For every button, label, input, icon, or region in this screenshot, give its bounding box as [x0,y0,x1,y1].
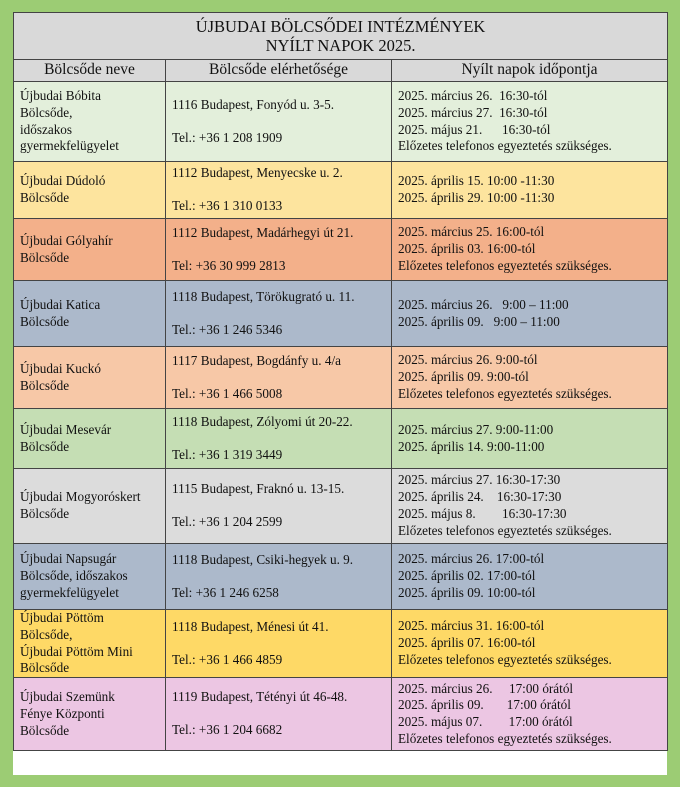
nursery-contact [166,544,392,610]
open-day-line: Előzetes telefonos egyeztetés szükséges. [398,522,612,538]
nursery-name-line: Újbudai Mesevár [20,421,112,437]
nursery-phone: Tel.: +36 1 246 5346 [172,321,283,337]
table-container [13,12,667,775]
open-day-line: 2025. április 24. 16:30-17:30 [398,489,562,505]
nursery-name-line: Újbudai Gólyahír [20,232,113,248]
open-day-dates [392,610,668,678]
open-day-dates [392,219,668,281]
nursery-address: 1112 Budapest, Menyecske u. 2. [172,165,343,181]
nursery-name-line: Újbudai Dúdoló [20,173,106,189]
column-header-contact: Bölcsőde elérhetősége [166,60,392,82]
nursery-name-line: időszakos [20,121,73,137]
nursery-name-line: Bölcsőde [20,438,70,454]
nursery-address: 1115 Budapest, Fraknó u. 13-15. [172,481,345,497]
open-day-line: 2025. március 27. 16:30-17:30 [398,472,561,488]
open-day-line: Előzetes telefonos egyeztetés szükséges. [398,730,612,746]
nursery-name-line: Újbudai Napsugár [20,551,117,567]
table-row [14,219,668,281]
nursery-name-line: Bölcsőde, [20,626,73,642]
nursery-name-line: Fénye Központi [20,705,105,721]
nursery-contact [166,347,392,409]
nursery-name-line: Bölcsőde, időszakos [20,568,128,584]
nursery-name [14,82,166,162]
open-day-line: 2025. április 14. 9:00-11:00 [398,438,545,454]
nursery-name [14,281,166,347]
nursery-name [14,409,166,469]
open-day-line: 2025. április 07. 16:00-tól [398,635,536,651]
table-row [14,610,668,678]
nursery-name-line: Újbudai Mogyoróskert [20,489,141,505]
nursery-name [14,469,166,544]
open-day-line: 2025. április 09. 9:00 – 11:00 [398,313,560,329]
nursery-address: 1118 Budapest, Csiki-hegyek u. 9. [172,551,354,567]
open-day-line: 2025. március 25. 16:00-tól [398,224,545,240]
nursery-name-line: Újbudai Kuckó [20,360,101,376]
open-day-line: 2025. április 09. 17:00 órától [398,697,571,713]
nursery-address: 1118 Budapest, Törökugrató u. 11. [172,288,355,304]
nursery-name [14,544,166,610]
open-day-line: Előzetes telefonos egyeztetés szükséges. [398,651,612,667]
table-row [14,281,668,347]
nursery-name [14,347,166,409]
nursery-phone: Tel.: +36 1 319 3449 [172,446,283,462]
open-day-line: 2025. március 26. 9:00 – 11:00 [398,296,569,312]
nursery-address: 1119 Budapest, Tétényi út 46-48. [172,689,348,705]
column-header-dates: Nyílt napok időpontja [392,60,668,82]
nursery-name-line: Bölcsőde [20,190,70,205]
open-day-line: 2025. március 27. 16:30-tól [398,104,548,120]
open-day-dates [392,281,668,347]
open-day-line: 2025. április 09. 10:00-tól [398,584,536,600]
table-row [14,469,668,544]
open-day-line: 2025. május 8. 16:30-17:30 [398,506,567,521]
nursery-name-line: Újbudai Pöttöm [20,610,104,625]
nursery-name [14,610,166,678]
page-title [14,13,668,60]
nursery-address: 1118 Budapest, Zólyomi út 20-22. [172,413,353,429]
nursery-name-line: Bölcsőde [20,722,70,738]
open-day-line: 2025. március 26. 9:00-tól [398,352,538,368]
open-day-line: 2025. március 31. 16:00-tól [398,618,545,634]
open-day-dates [392,82,668,162]
open-day-dates [392,347,668,409]
open-day-line: 2025. április 09. 9:00-tól [398,369,529,385]
nursery-contact [166,469,392,544]
nursery-contact [166,82,392,162]
nursery-contact [166,219,392,281]
nursery-name-line: gyermekfelügyelet [20,584,119,600]
open-day-line: 2025. április 15. 10:00 -11:30 [398,173,555,189]
nursery-name-line: Bölcsőde, [20,104,73,120]
open-day-line: 2025. május 07. 17:00 órától [398,714,573,730]
nursery-contact [166,409,392,469]
table-row [14,409,668,469]
nursery-name-line: Újbudai Pöttöm Mini [20,643,133,659]
open-day-line: 2025. március 26. 17:00 órától [398,680,574,696]
nursery-phone: Tel.: +36 1 204 6682 [172,722,283,738]
open-day-line: 2025. március 26. 16:30-tól [398,87,548,103]
nursery-contact [166,678,392,751]
nursery-name [14,162,166,219]
open-day-dates [392,678,668,751]
open-day-line: 2025. március 27. 9:00-11:00 [398,421,554,437]
nursery-name-line: gyermekfelügyelet [20,138,119,154]
nursery-phone: Tel.: +36 1 310 0133 [172,198,283,213]
open-day-dates [392,409,668,469]
nursery-name-line: Bölcsőde [20,660,70,676]
nursery-address: 1112 Budapest, Madárhegyi út 21. [172,224,354,240]
open-day-line: 2025. április 03. 16:00-tól [398,241,536,257]
nursery-phone: Tel.: +36 1 204 2599 [172,514,283,529]
open-day-line: Előzetes telefonos egyeztetés szükséges. [398,385,612,401]
nursery-name [14,678,166,751]
open-day-dates [392,544,668,610]
nursery-phone: Tel: +36 1 246 6258 [172,584,279,600]
nursery-name-line: Bölcsőde [20,377,70,393]
title-line-1: ÚJBUDAI BÖLCSŐDEI INTÉZMÉNYEK [195,17,486,36]
table-row [14,347,668,409]
open-day-dates [392,162,668,219]
nursery-contact [166,162,392,219]
nursery-phone: Tel: +36 30 999 2813 [172,257,286,273]
nursery-address: 1117 Budapest, Bogdánfy u. 4/a [172,352,341,368]
open-day-dates [392,469,668,544]
nursery-name-line: Bölcsőde [20,313,70,329]
nursery-contact [166,281,392,347]
open-day-line: Előzetes telefonos egyeztetés szükséges. [398,138,612,154]
open-day-line: 2025. május 21. 16:30-tól [398,121,551,137]
nursery-phone: Tel.: +36 1 208 1909 [172,129,283,145]
column-header-name: Bölcsőde neve [14,60,166,82]
nursery-name-line: Bölcsőde [20,249,70,265]
nursery-name-line: Újbudai Katica [20,296,101,312]
table-row [14,678,668,751]
nursery-phone: Tel.: +36 1 466 5008 [172,385,283,401]
nursery-address: 1118 Budapest, Ménesi út 41. [172,618,329,634]
nursery-address: 1116 Budapest, Fonyód u. 3-5. [172,96,335,112]
table-row [14,162,668,219]
nursery-name-line: Újbudai Szemünk [20,688,115,704]
table-row [14,82,668,162]
nursery-name-line: Újbudai Bóbita [20,87,101,103]
open-days-table [13,12,668,751]
nursery-contact [166,610,392,678]
title-line-2: NYÍLT NAPOK 2025. [265,36,416,55]
open-day-line: 2025. április 02. 17:00-tól [398,568,536,584]
nursery-name-line: Bölcsőde [20,506,70,521]
open-day-line: Előzetes telefonos egyeztetés szükséges. [398,257,612,273]
nursery-name [14,219,166,281]
open-day-line: 2025. március 26. 17:00-tól [398,551,545,567]
table-row [14,544,668,610]
nursery-phone: Tel.: +36 1 466 4859 [172,651,283,667]
open-day-line: 2025. április 29. 10:00 -11:30 [398,190,555,205]
